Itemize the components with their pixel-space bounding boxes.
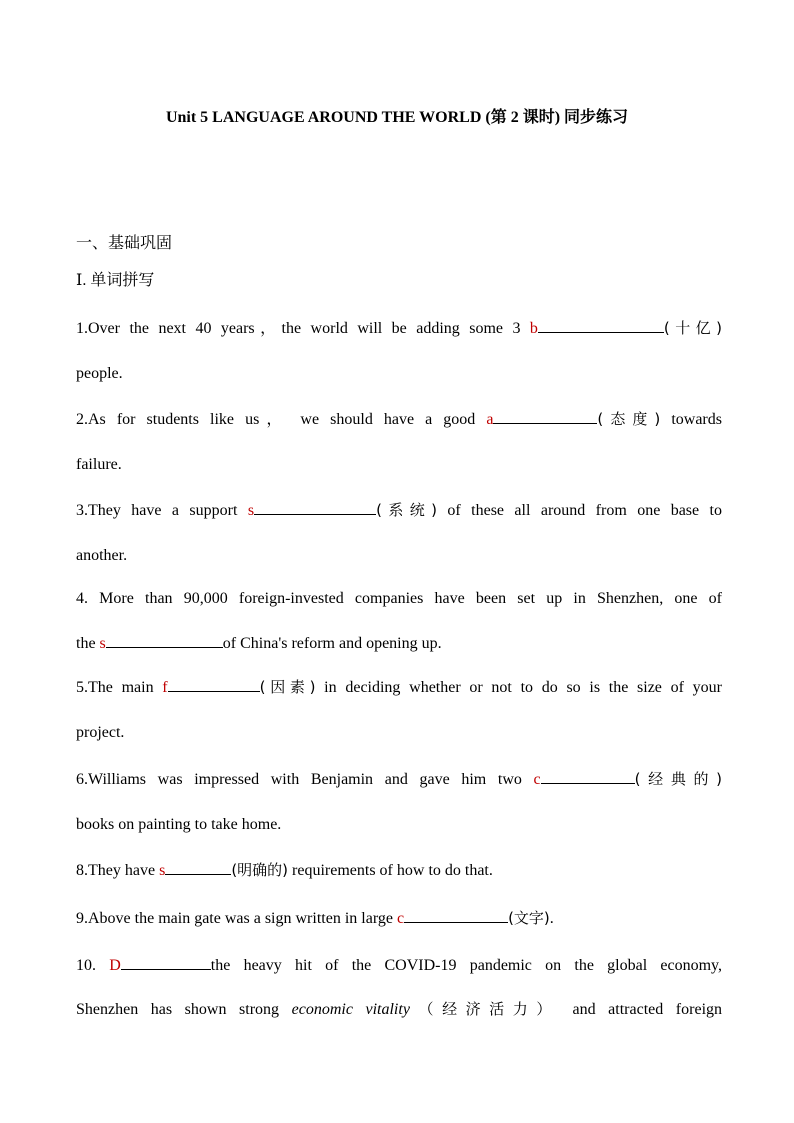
question-10: 10. D the heavy hit of the COVID-19 pandemic on the global economy, [76, 954, 722, 976]
answer-blank[interactable] [404, 907, 508, 923]
answer-blank[interactable] [165, 859, 231, 875]
question-5: 5.The main f (因素) in deciding whether or not to do so is the size of your [76, 678, 722, 696]
answer-blank[interactable] [168, 676, 260, 692]
question-8: 8.They have s (明确的) requirements of how to do that. [76, 861, 493, 879]
question-4-cont: the s of China's reform and opening up. [76, 632, 722, 654]
question-9: 9.Above the main gate was a sign written in large c (文字). [76, 909, 554, 927]
question-6-cont: books on painting to take home. [76, 816, 282, 833]
question-2-cont: failure. [76, 456, 122, 473]
section-heading: 一、基础巩固 [76, 235, 173, 252]
question-6: 6.Williams was impressed with Benjamin and gave him two c (经典的) [76, 770, 722, 788]
page-title: Unit 5 LANGUAGE AROUND THE WORLD (第 2 课时) 同步练习 [165, 109, 629, 126]
answer-blank[interactable] [493, 408, 597, 424]
answer-blank[interactable] [254, 499, 376, 515]
question-1-cont: people. [76, 365, 123, 382]
question-2: 2.As for students like us， we should have a good a (态度) towards [76, 410, 722, 428]
answer-blank[interactable] [541, 768, 635, 784]
question-1: 1.Over the next 40 years，the world will be adding some 3 b (十亿) [76, 319, 722, 337]
question-3-cont: another. [76, 547, 128, 564]
subsection-heading: Ⅰ. 单词拼写 [76, 272, 155, 289]
question-5-cont: project. [76, 724, 125, 741]
question-10-cont: Shenzhen has shown strong economic vitality（经济活力） and attracted foreign [76, 1000, 723, 1018]
question-4: 4. More than 90,000 foreign-invested companies have been set up in Shenzhen, one of [76, 590, 722, 607]
question-3: 3.They have a support s (系统) of these all around from one base to [76, 501, 722, 519]
answer-blank[interactable] [121, 954, 211, 970]
answer-blank[interactable] [538, 317, 664, 333]
answer-blank[interactable] [106, 632, 223, 648]
